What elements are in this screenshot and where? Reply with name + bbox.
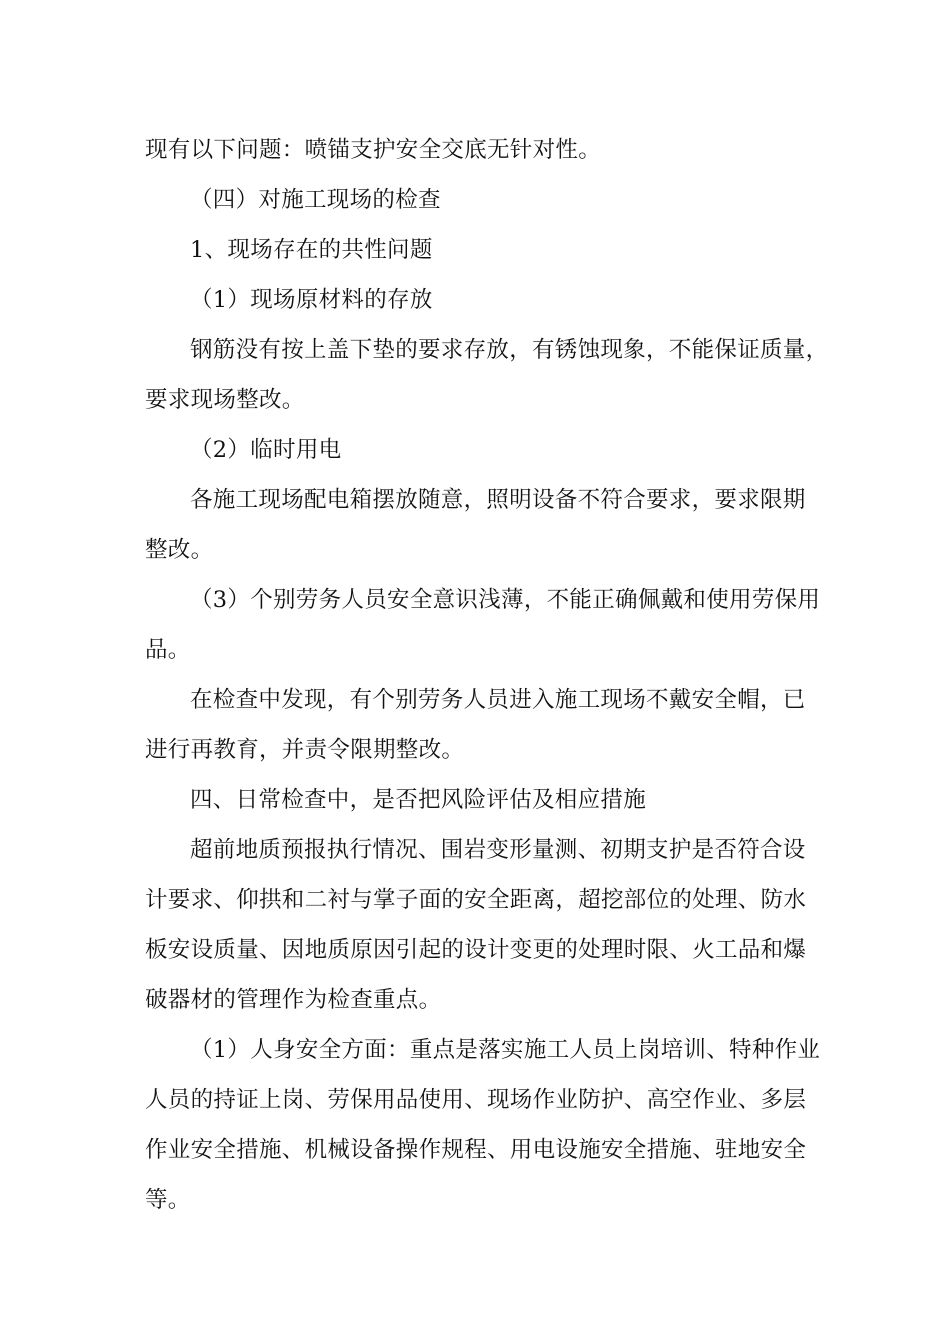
section-heading: （四）对施工现场的检查 (190, 187, 441, 213)
paragraph-line: 品。 (145, 637, 191, 663)
paragraph-line: 计要求、仰拱和二衬与掌子面的安全距离，超挖部位的处理、防水 (145, 887, 807, 913)
paragraph-line: 整改。 (145, 537, 214, 563)
item-heading: （3）个别劳务人员安全意识浅薄，不能正确佩戴和使用劳保用 (190, 587, 821, 613)
paragraph-line: 人员的持证上岗、劳保用品使用、现场作业防护、高空作业、多层 (145, 1087, 807, 1113)
item-heading: （1）人身安全方面：重点是落实施工人员上岗培训、特种作业 (190, 1037, 821, 1063)
paragraph-line: 作业安全措施、机械设备操作规程、用电设施安全措施、驻地安全 (145, 1137, 807, 1163)
paragraph-line: 现有以下问题：喷锚支护安全交底无针对性。 (145, 137, 602, 163)
paragraph-line: 等。 (145, 1187, 191, 1213)
section-heading: 四、日常检查中，是否把风险评估及相应措施 (190, 787, 647, 813)
item-heading: （1）现场原材料的存放 (190, 287, 433, 313)
paragraph-line: 破器材的管理作为检查重点。 (145, 987, 442, 1013)
paragraph-line: 板安设质量、因地质原因引起的设计变更的处理时限、火工品和爆 (145, 937, 807, 963)
paragraph-line: 要求现场整改。 (145, 387, 305, 413)
paragraph-line: 进行再教育，并责令限期整改。 (145, 737, 465, 763)
paragraph-line: 超前地质预报执行情况、围岩变形量测、初期支护是否符合设 (190, 837, 806, 863)
subsection-heading: 1、现场存在的共性问题 (190, 237, 433, 263)
item-heading: （2）临时用电 (190, 437, 342, 463)
paragraph-line: 钢筋没有按上盖下垫的要求存放，有锈蚀现象，不能保证质量， (190, 337, 829, 363)
paragraph-line: 在检查中发现，有个别劳务人员进入施工现场不戴安全帽，已 (190, 687, 806, 713)
paragraph-line: 各施工现场配电箱摆放随意，照明设备不符合要求，要求限期 (190, 487, 806, 513)
